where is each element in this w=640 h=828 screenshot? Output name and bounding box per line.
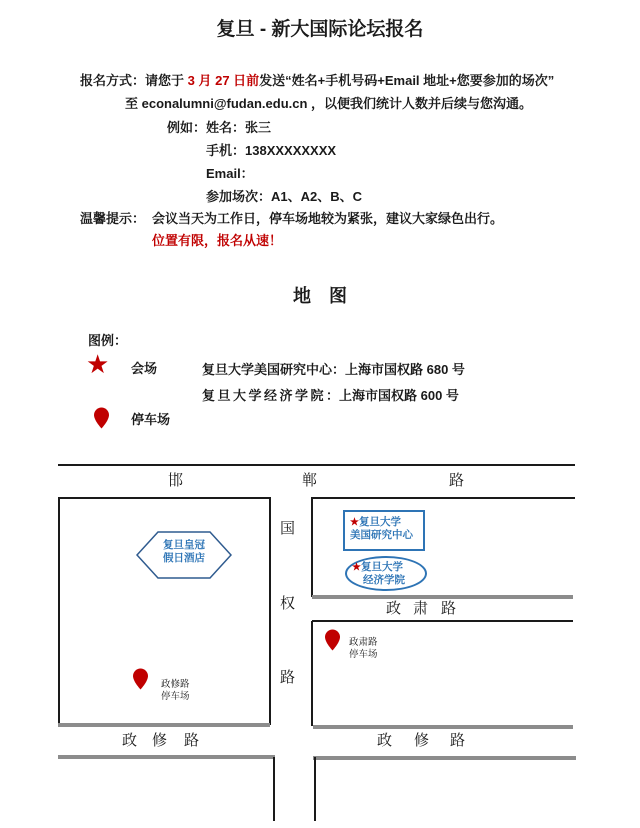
road-label-zhengxiu-left-char: 修	[152, 732, 168, 749]
example-name-line: 姓名：张三	[206, 120, 272, 135]
road-line-handan-bottom-right	[312, 497, 575, 499]
example-label: 例如：	[167, 120, 207, 135]
us-center-name-line2: 美国研究中心	[350, 529, 413, 541]
legend-parking-label: 停车场	[131, 412, 171, 427]
block-bottom-right-west-edge	[314, 757, 316, 821]
legend-title: 图例：	[88, 333, 128, 348]
example-email-line: Email：	[206, 166, 254, 181]
parking-zhengxiu-label: 政修路 停车场	[161, 679, 190, 702]
venue2-name: 复旦大学经济学院	[202, 388, 327, 403]
block-right-west-edge-lower	[311, 621, 313, 726]
block-left-east-edge	[269, 497, 271, 725]
parking-pin-icon	[133, 668, 148, 695]
example-sessions-line: 参加场次：A1、A2、B、C	[206, 189, 363, 204]
road-label-zhengsu-char: 肃	[413, 600, 429, 617]
tips-label: 温馨提示：	[80, 211, 146, 226]
road-label-zhengxiu-right-char: 政	[377, 732, 393, 749]
hotel-hexagon	[136, 530, 232, 580]
tips-text: 会议当天为工作日，停车场地较为紧张，建议大家绿色出行。	[152, 211, 504, 226]
hotel-label: 复旦皇冠 假日酒店	[163, 539, 205, 564]
legend-venue-address-1: 复旦大学美国研究中心：上海市国权路 680 号	[202, 362, 465, 377]
road-label-zhengsu-char: 政	[386, 600, 402, 617]
venue-star-icon: ★	[86, 349, 110, 379]
signup-method-label: 报名方式：	[80, 73, 146, 88]
venue-star-icon: ★	[350, 517, 359, 528]
econ-school-ellipse	[345, 556, 427, 591]
road-line-zhengxiu-right-bottom	[313, 756, 576, 760]
map-heading: 地 图	[293, 286, 347, 306]
road-label-zhengxiu-right-char: 路	[450, 732, 466, 749]
legend-venue-address-2	[202, 387, 459, 405]
signup-method-line	[80, 72, 554, 90]
econ-school-name-line2: 经济学院	[363, 574, 405, 586]
econ-school-name-line1: 复旦大学	[360, 561, 403, 573]
block-bottom-left-east-edge	[273, 757, 275, 821]
road-label-guoquan-char: 路	[280, 669, 296, 686]
us-center-box	[343, 510, 425, 551]
us-center-name-line1: 复旦大学	[358, 516, 401, 528]
road-line-handan-bottom-left	[58, 497, 270, 499]
parking-pin-icon	[94, 407, 109, 434]
road-line-zhengsu-bottom	[312, 620, 573, 622]
deadline-text: 3 月 27 日前	[187, 73, 260, 88]
venue2-address: ：上海市国权路 600 号	[326, 388, 459, 403]
signup-sentence-prefix: 请您于	[145, 73, 188, 88]
parking-zhengsu-label: 政肃路 停车场	[349, 637, 378, 660]
page-title: 复旦 - 新大国际论坛报名	[216, 19, 424, 40]
venue-star-icon: ★	[352, 562, 361, 573]
road-line-zhengxiu-left-top	[58, 723, 270, 727]
road-line-zhengsu-top	[312, 595, 573, 599]
road-line-zhengxiu-right-top	[313, 725, 573, 729]
legend-venue-label: 会场	[131, 361, 158, 376]
road-label-handan-char: 路	[449, 472, 465, 489]
road-label-guoquan-char: 国	[280, 520, 296, 537]
example-phone-line: 手机：138XXXXXXXX	[206, 143, 337, 158]
road-line-handan-top	[58, 464, 575, 466]
road-label-zhengxiu-right-char: 修	[414, 732, 430, 749]
road-label-handan-char: 邯	[168, 472, 184, 489]
road-line-zhengxiu-left-bottom	[58, 755, 275, 759]
road-label-zhengsu-char: 路	[441, 600, 457, 617]
road-label-zhengxiu-left-char: 政	[122, 732, 138, 749]
block-left-west-edge	[58, 497, 60, 725]
road-label-guoquan-char: 权	[280, 595, 296, 612]
signup-sentence-suffix: 发送“姓名+手机号码+Email 地址+您要参加的场次”	[259, 73, 555, 88]
block-right-west-edge-upper	[311, 497, 313, 597]
signup-email-line: 至 econalumni@fudan.edu.cn ，以便我们统计人数并后续与您沟通。	[125, 96, 533, 111]
road-label-handan-char: 郸	[302, 472, 318, 489]
tips-urgent-text: 位置有限，报名从速！	[152, 233, 283, 248]
parking-pin-icon	[325, 629, 340, 656]
road-label-zhengxiu-left-char: 路	[184, 732, 200, 749]
